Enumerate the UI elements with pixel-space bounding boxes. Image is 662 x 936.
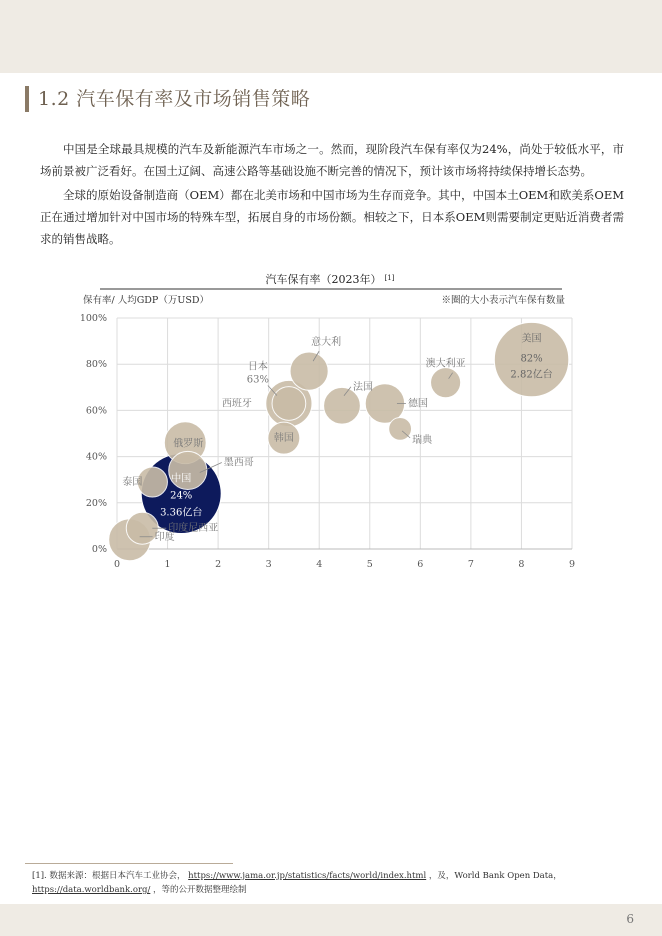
y-tick-label: 100% [80, 313, 107, 324]
label-germany: 德国 [407, 398, 428, 410]
paragraph-1: 中国是全球最具规模的汽车及新能源汽车市场之一。然而，现阶段汽车保有率仅为24%，尚处于较低水平，市场前景被广泛看好。在国土辽阔、高速公路等基础设施不断完善的情况下，预计该市场将持续保持增长态势。 [40, 142, 624, 178]
y-tick-label: 80% [85, 359, 107, 371]
worldbank-link[interactable]: https://data.worldbank.org/ [32, 885, 151, 895]
y-axis-label: 保有率/ 人均GDP（万USD） [83, 295, 209, 306]
label-italy: 意大利 [311, 337, 342, 349]
x-tick-label: 8 [518, 559, 525, 570]
bubble-西班牙 [272, 387, 306, 421]
label-indonesia: 印度尼西亚 [168, 523, 219, 535]
x-tick-label: 2 [215, 559, 222, 570]
label-china-count: 3.36亿台 [160, 507, 203, 519]
y-tick-label: 60% [85, 405, 107, 417]
label-usa-count: 2.82亿台 [510, 369, 553, 381]
x-tick-label: 5 [366, 559, 373, 570]
x-tick-label: 6 [417, 559, 424, 570]
bubble-法国 [324, 387, 361, 424]
x-tick-label: 0 [113, 559, 121, 570]
footnote-ref: [1]. [32, 871, 47, 881]
page-number: 6 [626, 912, 634, 926]
label-usa: 美国 [521, 333, 542, 345]
label-china: 中国 [171, 473, 192, 485]
size-note: ※圈的大小表示汽车保有数量 [441, 295, 565, 306]
chart-title-ref: [1] [384, 274, 395, 282]
label-japan-rate: 63% [246, 374, 270, 386]
label-australia: 澳大利亚 [425, 358, 466, 370]
footnote-divider [25, 863, 233, 864]
header-band [0, 0, 662, 73]
label-china-rate: 24% [170, 490, 193, 502]
label-korea: 韩国 [273, 433, 294, 445]
chart-title: 汽车保有率（2023年） [1] [265, 273, 395, 286]
y-tick-label: 20% [85, 497, 107, 509]
paragraph-2: 全球的原始设备制造商（OEM）都在北美市场和中国市场为生存而竞争。其中，中国本土OEM和欧美系OEM正在通过增加针对中国市场的特殊车型，拓展自身的市场份额。相较之下，日本系OEM则需要制定更贴近消费者需求的销售战略。 [40, 188, 624, 246]
label-france: 法国 [352, 381, 373, 393]
label-india: 印度 [154, 531, 175, 543]
bubble-意大利 [290, 352, 328, 390]
bubble-澳大利亚 [431, 368, 461, 398]
section-title: 1.2 汽车保有率及市场销售策略 [38, 88, 311, 110]
footnote-text-a: 数据来源：根据日本汽车工业协会， [49, 871, 186, 881]
label-usa-rate: 82% [520, 353, 543, 365]
x-tick-label: 9 [568, 559, 576, 570]
x-tick-label: 1 [164, 559, 171, 570]
footnote-text-b: ，及，World Bank Open Data， [428, 871, 562, 881]
footer-band [0, 904, 662, 936]
y-tick-label: 0% [91, 544, 107, 555]
x-tick-label: 7 [467, 559, 474, 570]
label-spain: 西班牙 [221, 398, 252, 410]
y-tick-label: 40% [85, 451, 107, 463]
footnote [32, 869, 642, 897]
footnote-text-c: ，等的公开数据整理绘制 [153, 885, 247, 895]
label-sweden: 瑞典 [412, 434, 433, 446]
label-japan: 日本 [247, 361, 268, 373]
bubble-瑞典 [389, 417, 412, 440]
label-mexico: 墨西哥 [223, 457, 254, 469]
ownership-bubble-chart [80, 268, 580, 578]
label-thailand: 泰国 [122, 477, 143, 489]
jama-link[interactable]: https://www.jama.or.jp/statistics/facts/world/index.html [188, 871, 427, 881]
x-tick-label: 4 [316, 559, 323, 570]
label-russia: 俄罗斯 [173, 438, 204, 450]
x-tick-label: 3 [265, 559, 272, 570]
section-accent-bar [25, 86, 29, 112]
